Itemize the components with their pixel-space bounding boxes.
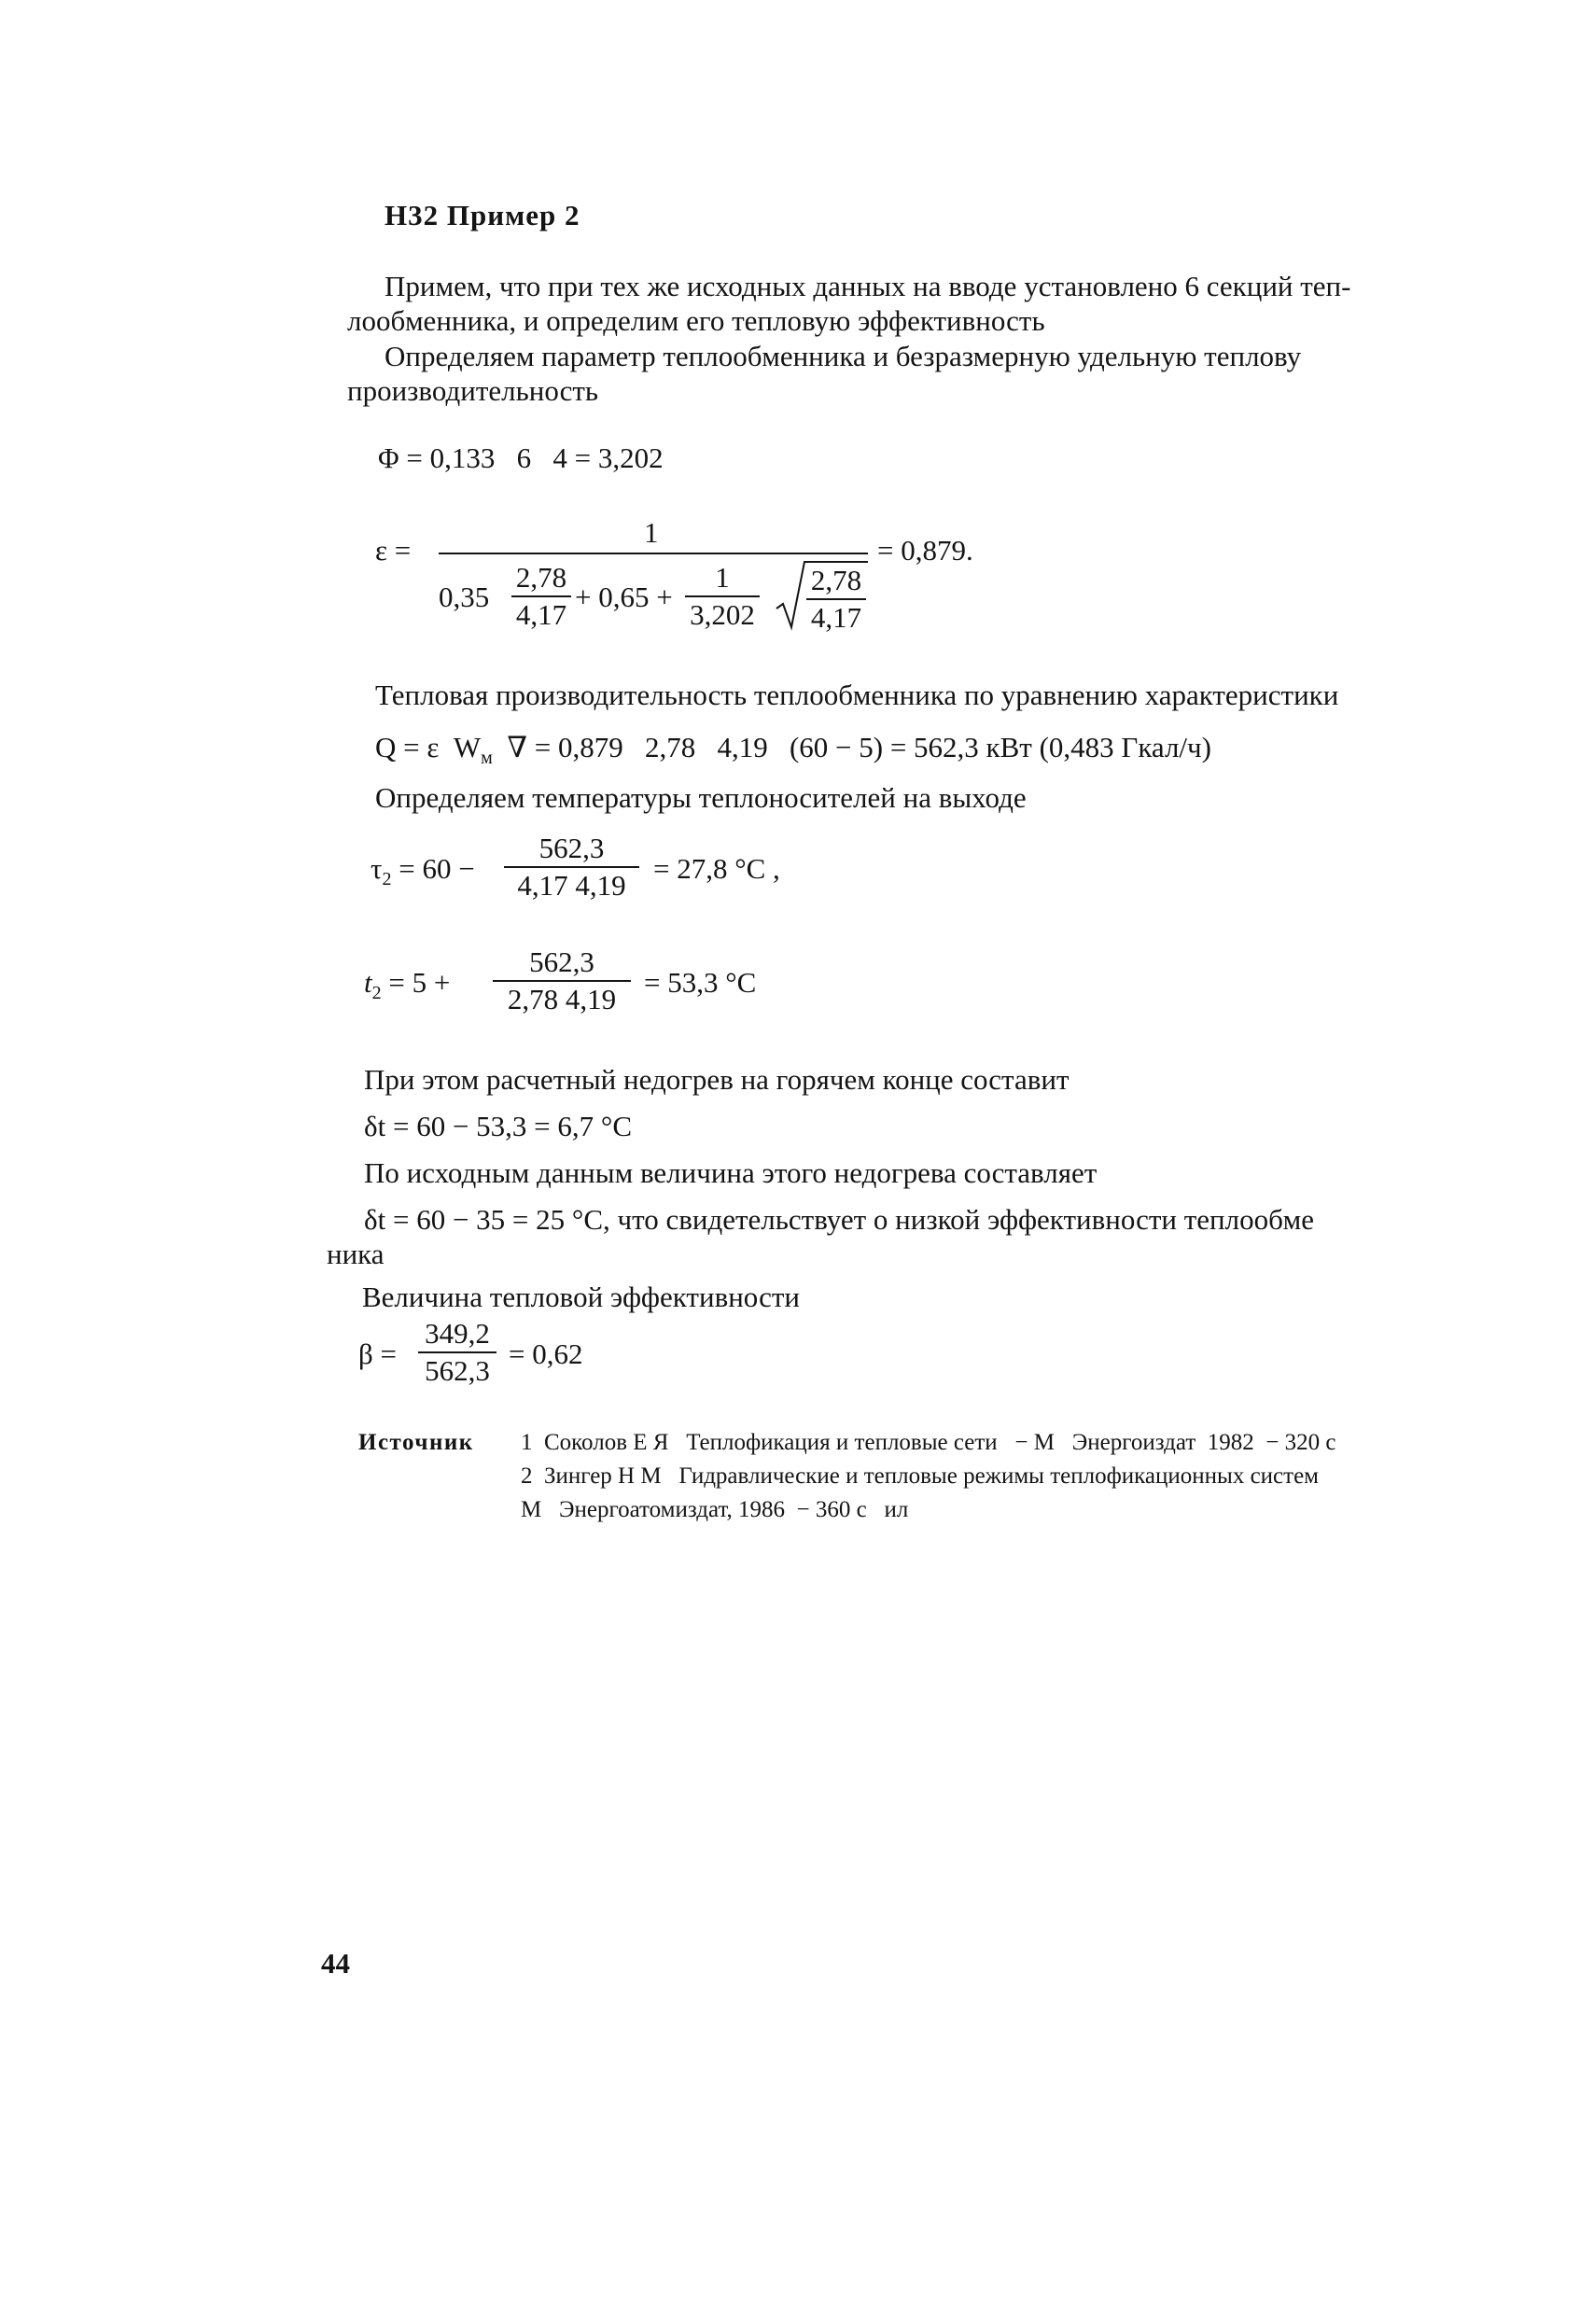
tau2-sub: 2	[382, 869, 392, 890]
epsilon-plus-terms: + 0,65 +	[575, 581, 673, 613]
heat-output-rest: ∇ = 0,879 2,78 4,19 (60 − 5) = 562,3 кВт (0,483 Гкал/ч)	[492, 731, 1211, 763]
t2-num: 562,3	[529, 945, 594, 978]
t2-fraction	[493, 945, 631, 1017]
underheat-initial-formula: δt = 60 − 35 = 25 °С, что свидетельствует о низкой эффективности теплообме	[364, 1203, 1314, 1236]
t2-eq: = 5 +	[381, 966, 451, 999]
source-2: 2 Зингер Н М Гидравлические и тепловые режимы теплофикационных систем	[521, 1463, 1319, 1489]
underheat-initial-cont: ника	[327, 1238, 385, 1270]
page-number: 44	[321, 1947, 350, 1980]
source-2-cont: М Энергоатомиздат, 1986 − 360 с ил	[521, 1497, 909, 1522]
heat-output-text: Тепловая производительность теплообменника по уравнению характеристики	[375, 679, 1339, 711]
tau2-fraction	[504, 831, 639, 903]
t2-result: = 53,3 °С	[644, 966, 757, 999]
t2-sub: 2	[371, 983, 382, 1004]
heat-output-lhs: Q = ε W	[375, 731, 482, 763]
temperatures-text: Определяем температуры теплоносителей на выходе	[375, 781, 1027, 814]
tau2-num: 562,3	[538, 832, 605, 864]
underheat-text: При этом расчетный недогрев на горячем конце составит	[364, 1063, 1070, 1096]
epsilon-fraction-bar	[439, 553, 868, 554]
intro-line-1: Примем, что при тех же исходных данных на вводе установлено 6 секций теп-	[385, 270, 1351, 302]
epsilon-numerator: 1	[644, 516, 659, 549]
epsilon-fraction-1-num: 2,78	[515, 561, 567, 594]
t2-den: 2,78 4,19	[507, 983, 617, 1015]
epsilon-coef-1: 0,35	[439, 581, 490, 613]
beta-text: Величина тепловой эффективности	[362, 1281, 800, 1313]
t2-lhs	[364, 965, 451, 1004]
epsilon-fraction-2-den: 3,202	[690, 598, 755, 631]
underheat-formula: δt = 60 − 53,3 = 6,7 °С	[364, 1110, 632, 1142]
beta-fraction	[418, 1316, 496, 1389]
heat-output-formula	[375, 730, 1211, 769]
epsilon-fraction-2	[685, 560, 760, 633]
tau2-den: 4,17 4,19	[517, 869, 626, 902]
initial-data-text: По исходным данным величина этого недогрева составляет	[364, 1156, 1098, 1189]
beta-result: = 0,62	[509, 1337, 583, 1370]
heat-output-sub: м	[481, 748, 493, 769]
intro-line-3: Определяем параметр теплообменника и безразмерную удельную теплову	[385, 340, 1302, 372]
epsilon-fraction-3-num: 2,78	[810, 564, 862, 596]
beta-den: 562,3	[425, 1354, 490, 1387]
epsilon-fraction-2-num: 1	[715, 561, 730, 594]
beta-lhs: β =	[358, 1337, 398, 1370]
tau2-symbol: τ	[371, 852, 383, 885]
epsilon-fraction-3-den: 4,17	[810, 601, 862, 634]
epsilon-fraction-1	[511, 560, 571, 633]
tau2-eq: = 60 −	[391, 852, 475, 885]
epsilon-fraction-1-den: 4,17	[515, 598, 567, 631]
t2-symbol: t	[364, 966, 372, 999]
section-heading: Н32 Пример 2	[385, 199, 580, 231]
square-root	[775, 560, 868, 635]
epsilon-result: = 0,879.	[877, 534, 973, 567]
tau2-lhs	[371, 851, 475, 890]
sources-label: Источник	[358, 1430, 474, 1455]
epsilon-fraction-3	[806, 563, 866, 636]
phi-formula: Φ = 0,133 6 4 = 3,202	[378, 441, 664, 474]
tau2-result: = 27,8 °С ,	[653, 852, 780, 885]
epsilon-lhs: ε =	[375, 534, 412, 567]
beta-num: 349,2	[425, 1317, 490, 1350]
source-1: 1 Соколов Е Я Теплофикация и тепловые сети − М Энергоиздат 1982 − 320 с	[521, 1430, 1336, 1455]
intro-line-2: лообменника, и определим его тепловую эффективность	[347, 304, 1045, 337]
intro-line-4: производительность	[347, 374, 599, 407]
